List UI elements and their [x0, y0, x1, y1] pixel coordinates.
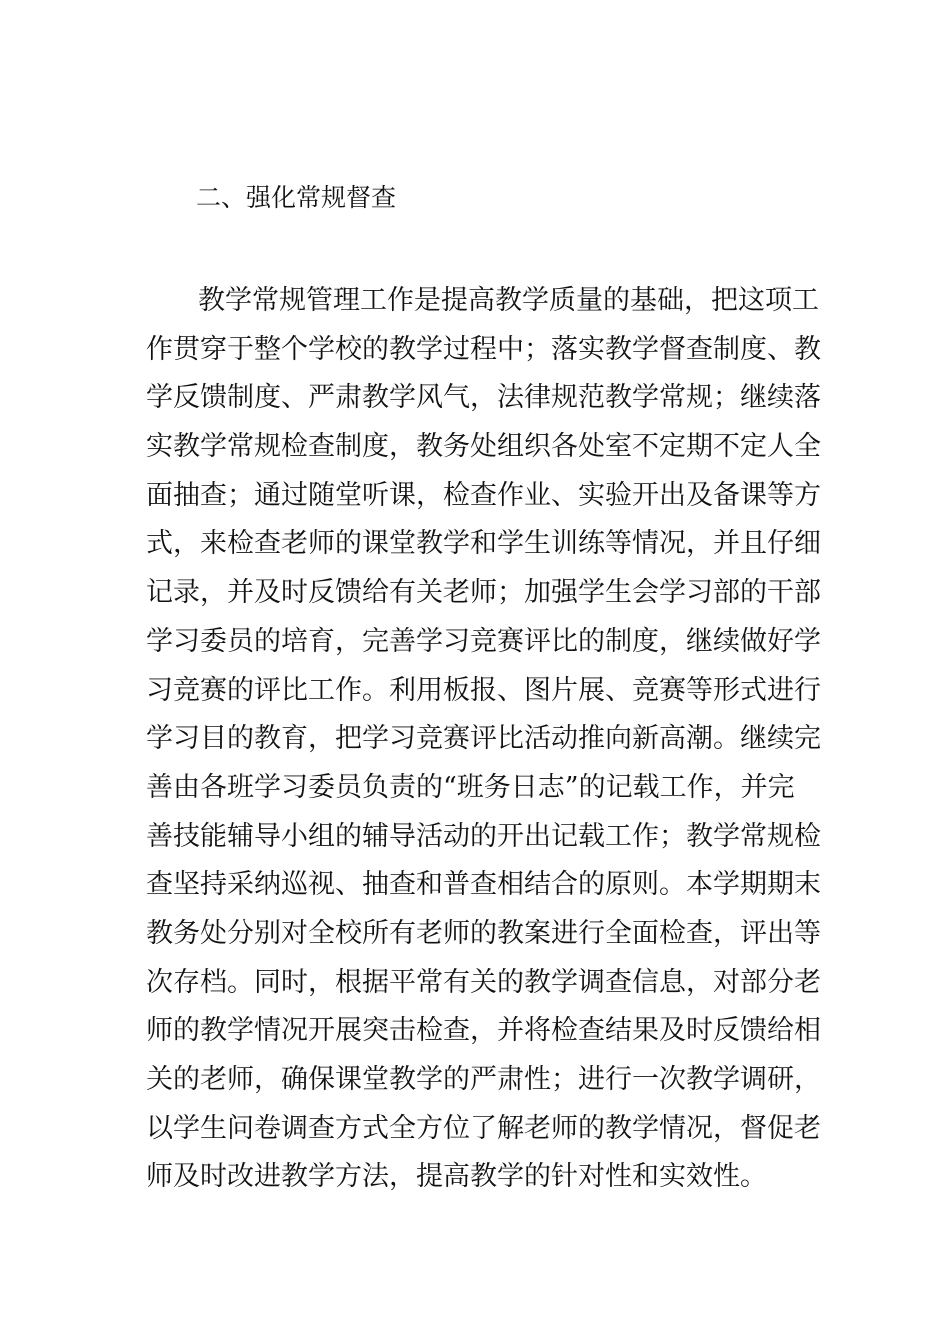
paragraph-line: 学反馈制度、严肃教学风气，法律规范教学常规；继续落 — [146, 382, 821, 414]
paragraph-line: 查坚持采纳巡视、抽查和普查相结合的原则。本学期期末 — [146, 869, 821, 901]
paragraph-line: 学习委员的培育，完善学习竞赛评比的制度，继续做好学 — [146, 625, 821, 657]
paragraph-line: 实教学常规检查制度，教务处组织各处室不定期不定人全 — [146, 431, 821, 463]
paragraph-line: 记录，并及时反馈给有关老师；加强学生会学习部的干部 — [146, 577, 821, 609]
paragraph-line: 习竞赛的评比工作。利用板报、图片展、竞赛等形式进行 — [146, 674, 821, 706]
paragraph-line: 次存档。同时，根据平常有关的教学调查信息，对部分老 — [146, 966, 821, 998]
paragraph-line: 善技能辅导小组的辅导活动的开出记载工作；教学常规检 — [146, 820, 821, 852]
paragraph-line: 式，来检查老师的课堂教学和学生训练等情况，并且仔细 — [146, 528, 821, 560]
paragraph-line: 关的老师，确保课堂教学的严肃性；进行一次教学调研， — [146, 1064, 821, 1095]
paragraph-line: 师及时改进教学方法，提高教学的针对性和实效性。 — [146, 1161, 767, 1193]
section-heading: 二、强化常规督查 — [196, 183, 397, 212]
paragraph-line: 学习目的教育，把学习竞赛评比活动推向新高潮。继续完 — [146, 723, 821, 755]
paragraph-line: 善由各班学习委员负责的“班务日志”的记载工作，并完 — [146, 771, 795, 803]
paragraph-line: 教学常规管理工作是提高教学质量的基础，把这项工 — [198, 285, 819, 316]
body-paragraph — [146, 277, 821, 1202]
paragraph-line: 作贯穿于整个学校的教学过程中；落实教学督查制度、教 — [146, 333, 821, 365]
paragraph-line: 以学生问卷调查方式全方位了解老师的教学情况，督促老 — [146, 1112, 821, 1144]
paragraph-line: 教务处分别对全校所有老师的教案进行全面检查，评出等 — [146, 917, 821, 949]
paragraph-line: 面抽查；通过随堂听课，检查作业、实验开出及备课等方 — [146, 479, 821, 511]
paragraph-line: 师的教学情况开展突击检查，并将检查结果及时反馈给相 — [146, 1015, 821, 1047]
